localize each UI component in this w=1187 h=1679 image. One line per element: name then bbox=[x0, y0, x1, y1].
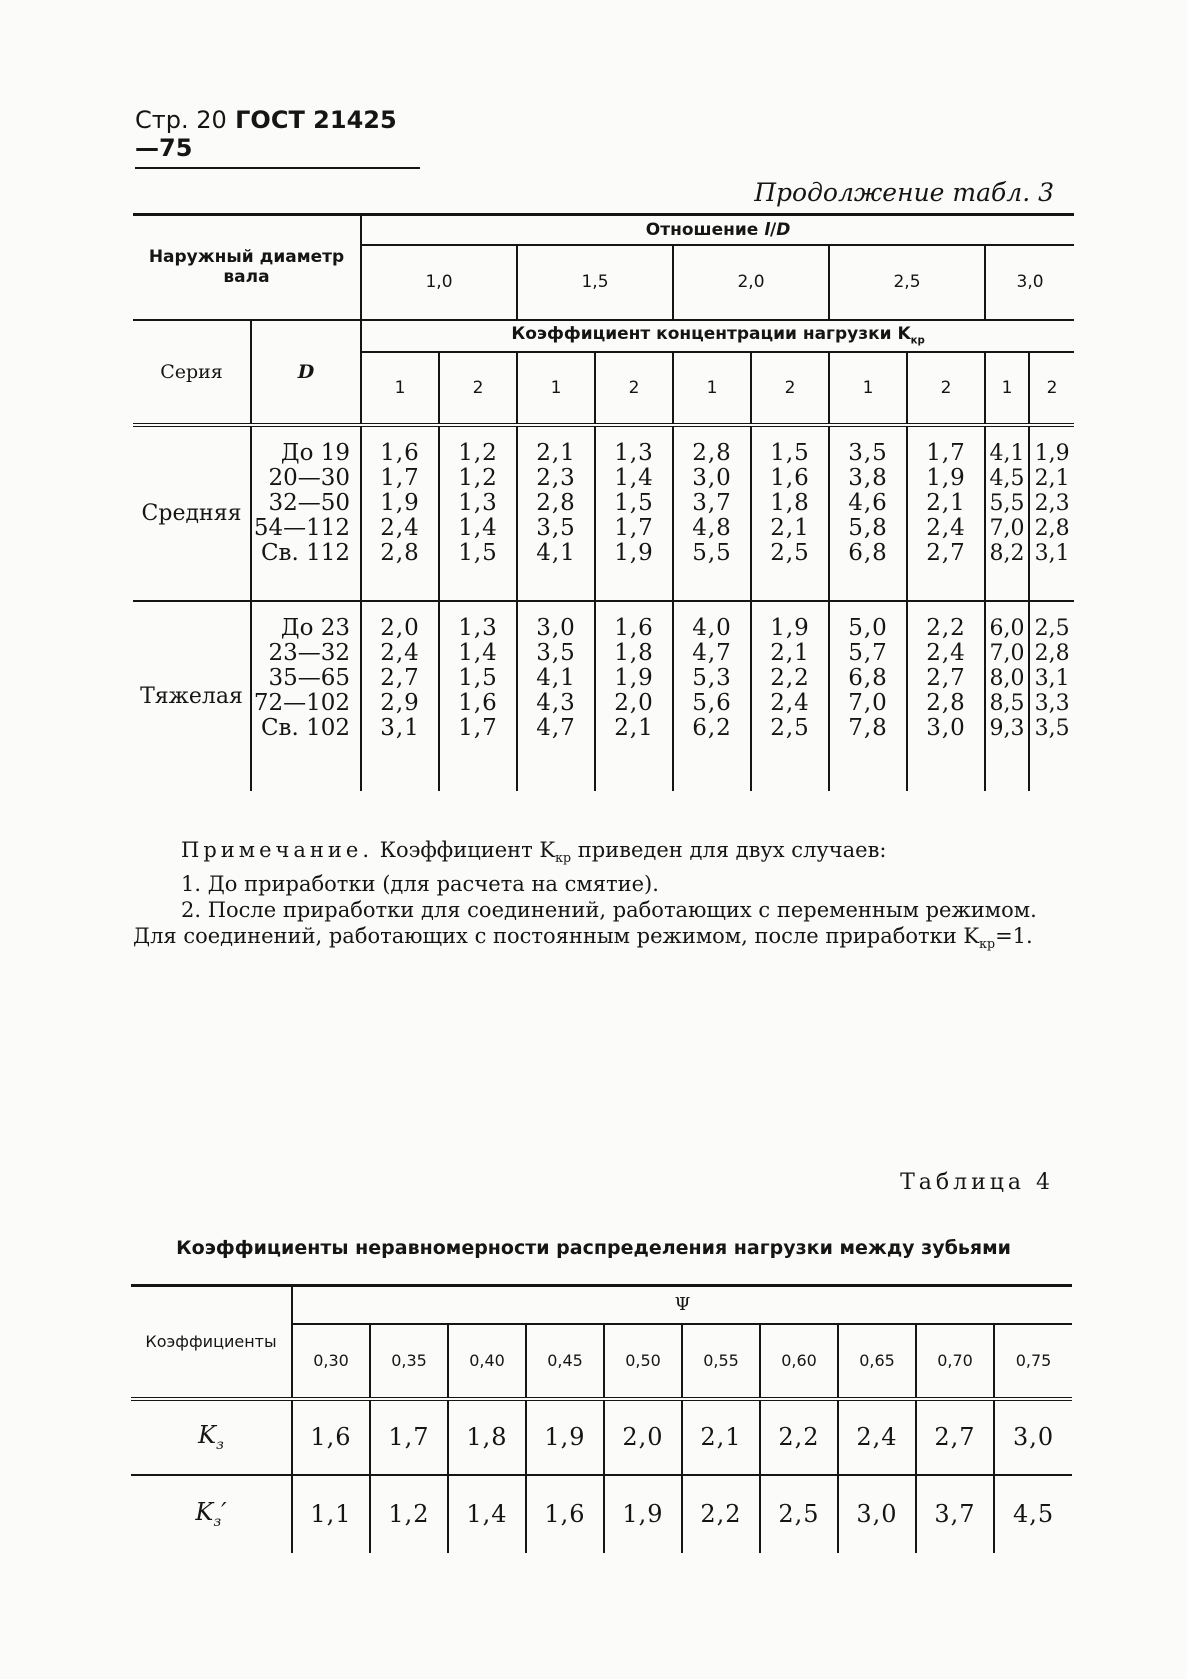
coefficient-value: 2,2 bbox=[760, 1399, 838, 1475]
coefficient-value: 1,1 bbox=[292, 1475, 370, 1553]
value-column: 1,9 2,1 2,3 2,8 3,1 bbox=[1029, 425, 1074, 601]
case-number: 2 bbox=[439, 352, 517, 425]
coefficient-value: 1,2 bbox=[370, 1475, 448, 1553]
diameter-list: До 19 20—30 32—50 54—112 Св. 112 bbox=[251, 425, 361, 601]
ratio-header: Отношение l/D bbox=[361, 215, 1074, 245]
page-header bbox=[135, 106, 420, 169]
table4-row-k3 bbox=[131, 1399, 1072, 1475]
coefficient-value: 2,2 bbox=[682, 1475, 760, 1553]
value-column: 1,3 1,4 1,5 1,7 1,9 bbox=[595, 425, 673, 601]
table4-row-k3-prime bbox=[131, 1475, 1072, 1553]
value-column: 2,2 2,4 2,7 2,8 3,0 bbox=[907, 601, 985, 791]
ratio-value: 1,0 bbox=[361, 245, 517, 320]
value-column: 4,1 4,5 5,5 7,0 8,2 bbox=[985, 425, 1029, 601]
note-line: Примечание. Коэффициент $K_{кр}$ приведен для двух случаев: bbox=[181, 838, 887, 866]
psi-value: 0,40 bbox=[448, 1324, 526, 1399]
coefficient-value: 1,7 bbox=[370, 1399, 448, 1475]
series-group-heavy bbox=[133, 601, 1074, 791]
value-column: 3,5 3,8 4,6 5,8 6,8 bbox=[829, 425, 907, 601]
psi-value: 0,50 bbox=[604, 1324, 682, 1399]
psi-value: 0,70 bbox=[916, 1324, 994, 1399]
table4-title: Коэффициенты неравномерности распределения нагрузки между зубьями bbox=[176, 1237, 1011, 1259]
value-column: 4,0 4,7 5,3 5,6 6,2 bbox=[673, 601, 751, 791]
psi-value: 0,30 bbox=[292, 1324, 370, 1399]
ratio-value: 2,0 bbox=[673, 245, 829, 320]
coefficients-header: Коэффициенты bbox=[131, 1286, 292, 1399]
value-column: 2,8 3,0 3,7 4,8 5,5 bbox=[673, 425, 751, 601]
coefficient-value: 2,0 bbox=[604, 1399, 682, 1475]
coefficient-value: 2,7 bbox=[916, 1399, 994, 1475]
page-number: Стр. 20 bbox=[135, 106, 227, 134]
case-number: 2 bbox=[751, 352, 829, 425]
psi-value: 0,60 bbox=[760, 1324, 838, 1399]
outer-diameter-header: Наружный диаметр вала bbox=[133, 215, 361, 320]
coefficient-value: 2,5 bbox=[760, 1475, 838, 1553]
case-number: 2 bbox=[1029, 352, 1074, 425]
case-number: 2 bbox=[595, 352, 673, 425]
table3 bbox=[133, 213, 1074, 791]
coefficient-value: 3,7 bbox=[916, 1475, 994, 1553]
coefficient-name: $K_з'$ bbox=[195, 1498, 227, 1530]
series-name: Средняя bbox=[133, 425, 251, 601]
ratio-value: 2,5 bbox=[829, 245, 985, 320]
value-column: 3,0 3,5 4,1 4,3 4,7 bbox=[517, 601, 595, 791]
case-number: 2 bbox=[907, 352, 985, 425]
case-number: 1 bbox=[517, 352, 595, 425]
d-header: D bbox=[251, 320, 361, 425]
case-number: 1 bbox=[673, 352, 751, 425]
table3-continuation-label: Продолжение табл. 3 bbox=[754, 178, 1054, 207]
value-column: 1,9 2,1 2,2 2,4 2,5 bbox=[751, 601, 829, 791]
series-group-medium bbox=[133, 425, 1074, 601]
value-column: 1,7 1,9 2,1 2,4 2,7 bbox=[907, 425, 985, 601]
psi-value: 0,45 bbox=[526, 1324, 604, 1399]
value-column: 1,3 1,4 1,5 1,6 1,7 bbox=[439, 601, 517, 791]
value-column: 5,0 5,7 6,8 7,0 7,8 bbox=[829, 601, 907, 791]
note-line: Для соединений, работающих с постоянным режимом, после приработки $K_{кр}=1$. bbox=[133, 924, 1033, 952]
value-column: 1,6 1,7 1,9 2,4 2,8 bbox=[361, 425, 439, 601]
diameter-list: До 23 23—32 35—65 72—102 Св. 102 bbox=[251, 601, 361, 791]
value-column: 1,2 1,2 1,3 1,4 1,5 bbox=[439, 425, 517, 601]
coefficient-value: 4,5 bbox=[994, 1475, 1072, 1553]
value-column: 2,1 2,3 2,8 3,5 4,1 bbox=[517, 425, 595, 601]
table4 bbox=[131, 1284, 1072, 1553]
coef-concentration-header: Коэффициент концентрации нагрузки $K_{кр}$ bbox=[361, 320, 1074, 352]
ratio-value: 1,5 bbox=[517, 245, 673, 320]
series-name: Тяжелая bbox=[140, 683, 243, 709]
psi-value: 0,55 bbox=[682, 1324, 760, 1399]
psi-value: 0,35 bbox=[370, 1324, 448, 1399]
coefficient-value: 1,6 bbox=[526, 1475, 604, 1553]
value-column: 2,0 2,4 2,7 2,9 3,1 bbox=[361, 601, 439, 791]
coefficient-value: 1,8 bbox=[448, 1399, 526, 1475]
ratio-value: 3,0 bbox=[985, 245, 1074, 320]
coefficient-value: 1,9 bbox=[526, 1399, 604, 1475]
case-number: 1 bbox=[361, 352, 439, 425]
standard-code: ГОСТ 21425—75 bbox=[135, 106, 397, 162]
case-number: 1 bbox=[829, 352, 907, 425]
coefficient-value: 1,9 bbox=[604, 1475, 682, 1553]
psi-value: 0,65 bbox=[838, 1324, 916, 1399]
series-header: Серия bbox=[133, 320, 251, 425]
coefficient-value: 3,0 bbox=[838, 1475, 916, 1553]
value-column: 6,0 7,0 8,0 8,5 9,3 bbox=[985, 601, 1029, 791]
note-line: 2. После приработки для соединений, работающих с переменным режимом. bbox=[181, 898, 1037, 923]
coefficient-value: 2,4 bbox=[838, 1399, 916, 1475]
value-column: 1,5 1,6 1,8 2,1 2,5 bbox=[751, 425, 829, 601]
value-column: 1,6 1,8 1,9 2,0 2,1 bbox=[595, 601, 673, 791]
coefficient-value: 1,4 bbox=[448, 1475, 526, 1553]
coefficient-value: 2,1 bbox=[682, 1399, 760, 1475]
coefficient-name: $K_з$ bbox=[131, 1399, 292, 1475]
note-line: 1. До приработки (для расчета на смятие). bbox=[181, 872, 659, 897]
case-number: 1 bbox=[985, 352, 1029, 425]
coefficient-value: 1,6 bbox=[292, 1399, 370, 1475]
table4-label: Таблица 4 bbox=[900, 1170, 1054, 1195]
coefficient-value: 3,0 bbox=[994, 1399, 1072, 1475]
value-column: 2,5 2,8 3,1 3,3 3,5 bbox=[1029, 601, 1074, 791]
psi-value: 0,75 bbox=[994, 1324, 1072, 1399]
psi-header: Ψ bbox=[292, 1286, 1072, 1324]
table3-note bbox=[133, 837, 1073, 957]
